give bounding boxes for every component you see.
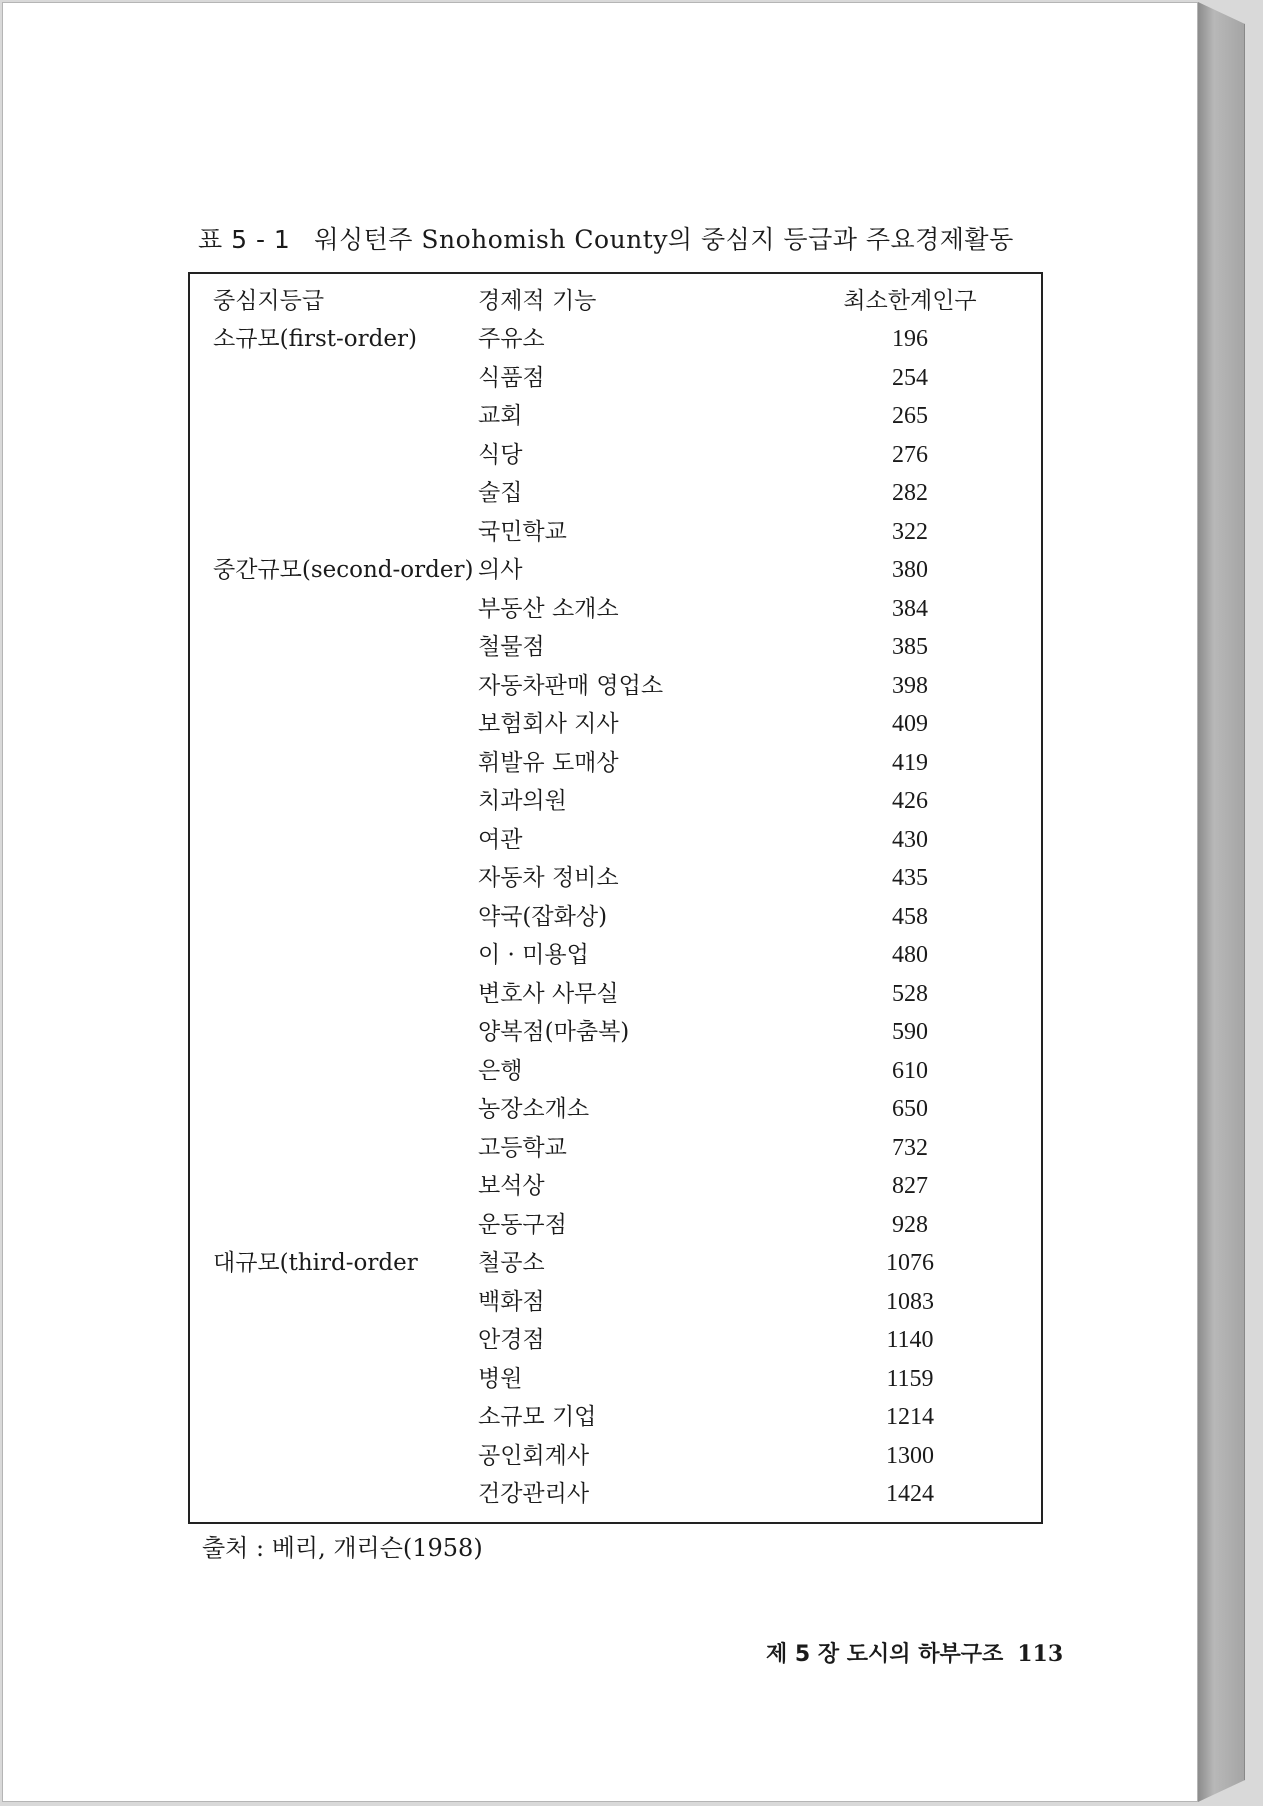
population-cell: 928 <box>892 1211 928 1238</box>
table-row <box>190 1013 1041 1051</box>
population-cell: 254 <box>892 364 928 391</box>
population-cell: 282 <box>892 480 928 506</box>
population-cell: 1424 <box>886 1481 934 1507</box>
function-cell: 건강관리사 <box>478 1481 590 1507</box>
table-row <box>190 1321 1041 1359</box>
population-cell: 732 <box>892 1134 928 1161</box>
function-cell: 여관 <box>478 826 523 853</box>
table-row <box>190 1283 1041 1321</box>
function-cell: 주유소 <box>478 326 545 352</box>
population-cell: 322 <box>892 518 928 545</box>
function-cell: 약국(잡화상) <box>478 903 608 930</box>
table-row <box>190 1206 1041 1244</box>
population-cell: 409 <box>892 711 928 737</box>
function-cell: 부동산 소개소 <box>478 595 619 622</box>
population-cell: 650 <box>892 1096 928 1122</box>
function-cell: 치과의원 <box>478 788 567 814</box>
function-cell: 고등학교 <box>478 1134 567 1161</box>
grade-cell: 소규모(first-order) <box>213 326 417 352</box>
table-row <box>190 1090 1041 1128</box>
population-cell: 398 <box>892 672 928 699</box>
table-row <box>190 667 1041 705</box>
population-cell: 430 <box>892 826 928 853</box>
population-cell: 1140 <box>886 1327 934 1353</box>
population-cell: 196 <box>892 326 928 352</box>
population-cell: 1083 <box>886 1288 934 1315</box>
table-label: 표 5 - 1 <box>198 225 291 254</box>
population-cell: 528 <box>892 980 928 1007</box>
function-cell: 병원 <box>478 1365 523 1392</box>
table-row <box>190 397 1041 435</box>
function-cell: 변호사 사무실 <box>478 980 619 1007</box>
table-row <box>190 1475 1041 1513</box>
grade-cell: 중간규모(second-order) <box>213 557 474 583</box>
source-note: 출처 : 베리, 개리슨(1958) <box>202 1534 483 1562</box>
function-cell: 농장소개소 <box>478 1096 590 1122</box>
function-cell: 식품점 <box>478 364 545 391</box>
function-cell: 교회 <box>478 403 523 429</box>
page-edge-shadow <box>1198 2 1245 1802</box>
table-row <box>190 1398 1041 1436</box>
grade-cell: 대규모(third-order <box>213 1250 418 1276</box>
header-function: 경제적 기능 <box>478 288 597 314</box>
population-cell: 480 <box>892 942 928 968</box>
function-cell: 은행 <box>478 1057 523 1084</box>
header-population: 최소한계인구 <box>843 288 977 314</box>
table-row <box>190 436 1041 474</box>
page-footer <box>766 1637 1063 1668</box>
population-cell: 610 <box>892 1057 928 1084</box>
function-cell: 술집 <box>478 480 523 506</box>
page-number: 113 <box>1017 1641 1064 1667</box>
population-cell: 1214 <box>886 1404 934 1430</box>
table-row <box>190 782 1041 820</box>
function-cell: 소규모 기업 <box>478 1404 597 1430</box>
function-cell: 공인회계사 <box>478 1442 590 1469</box>
population-cell: 384 <box>892 595 928 622</box>
table-row <box>190 744 1041 782</box>
population-cell: 385 <box>892 634 928 660</box>
table-row <box>190 1360 1041 1398</box>
function-cell: 이 · 미용업 <box>478 942 589 968</box>
population-cell: 1076 <box>886 1250 934 1276</box>
population-cell: 419 <box>892 749 928 776</box>
table-row <box>190 898 1041 936</box>
table-row <box>190 1052 1041 1090</box>
table-row <box>190 628 1041 666</box>
chapter-title: 제 5 장 도시의 하부구조 <box>766 1642 1004 1667</box>
header-grade: 중심지등급 <box>213 288 325 314</box>
population-cell: 590 <box>892 1019 928 1045</box>
function-cell: 안경점 <box>478 1327 545 1353</box>
function-cell: 양복점(마춤복) <box>478 1019 630 1045</box>
population-cell: 458 <box>892 903 928 930</box>
table-row <box>190 590 1041 628</box>
function-cell: 운동구점 <box>478 1211 567 1238</box>
function-cell: 휘발유 도매상 <box>478 749 619 776</box>
table-row <box>190 936 1041 974</box>
population-cell: 435 <box>892 865 928 891</box>
table-row <box>190 975 1041 1013</box>
population-cell: 276 <box>892 441 928 468</box>
population-cell: 426 <box>892 788 928 814</box>
table-row <box>190 474 1041 512</box>
table-header-row <box>190 282 1041 320</box>
function-cell: 철물점 <box>478 634 545 660</box>
population-cell: 380 <box>892 557 928 583</box>
function-cell: 철공소 <box>478 1250 545 1276</box>
function-cell: 국민학교 <box>478 518 567 545</box>
function-cell: 의사 <box>478 557 523 583</box>
table-row <box>190 320 1041 358</box>
function-cell: 보석상 <box>478 1173 545 1199</box>
population-cell: 1300 <box>886 1442 934 1469</box>
table-row <box>190 821 1041 859</box>
table-row <box>190 1244 1041 1282</box>
table-row <box>190 1437 1041 1475</box>
table-caption <box>198 220 1014 256</box>
table-row <box>190 1167 1041 1205</box>
data-table <box>188 272 1043 1524</box>
table-row <box>190 359 1041 397</box>
population-cell: 265 <box>892 403 928 429</box>
table-row <box>190 551 1041 589</box>
function-cell: 자동차 정비소 <box>478 865 619 891</box>
population-cell: 827 <box>892 1173 928 1199</box>
table-row <box>190 705 1041 743</box>
function-cell: 자동차판매 영업소 <box>478 672 664 699</box>
table-title: 워싱턴주 Snohomish County의 중심지 등급과 주요경제활동 <box>314 225 1014 254</box>
function-cell: 식당 <box>478 441 523 468</box>
function-cell: 백화점 <box>478 1288 545 1315</box>
table-row <box>190 1129 1041 1167</box>
function-cell: 보험회사 지사 <box>478 711 619 737</box>
table-row <box>190 513 1041 551</box>
table-row <box>190 859 1041 897</box>
population-cell: 1159 <box>886 1365 934 1392</box>
